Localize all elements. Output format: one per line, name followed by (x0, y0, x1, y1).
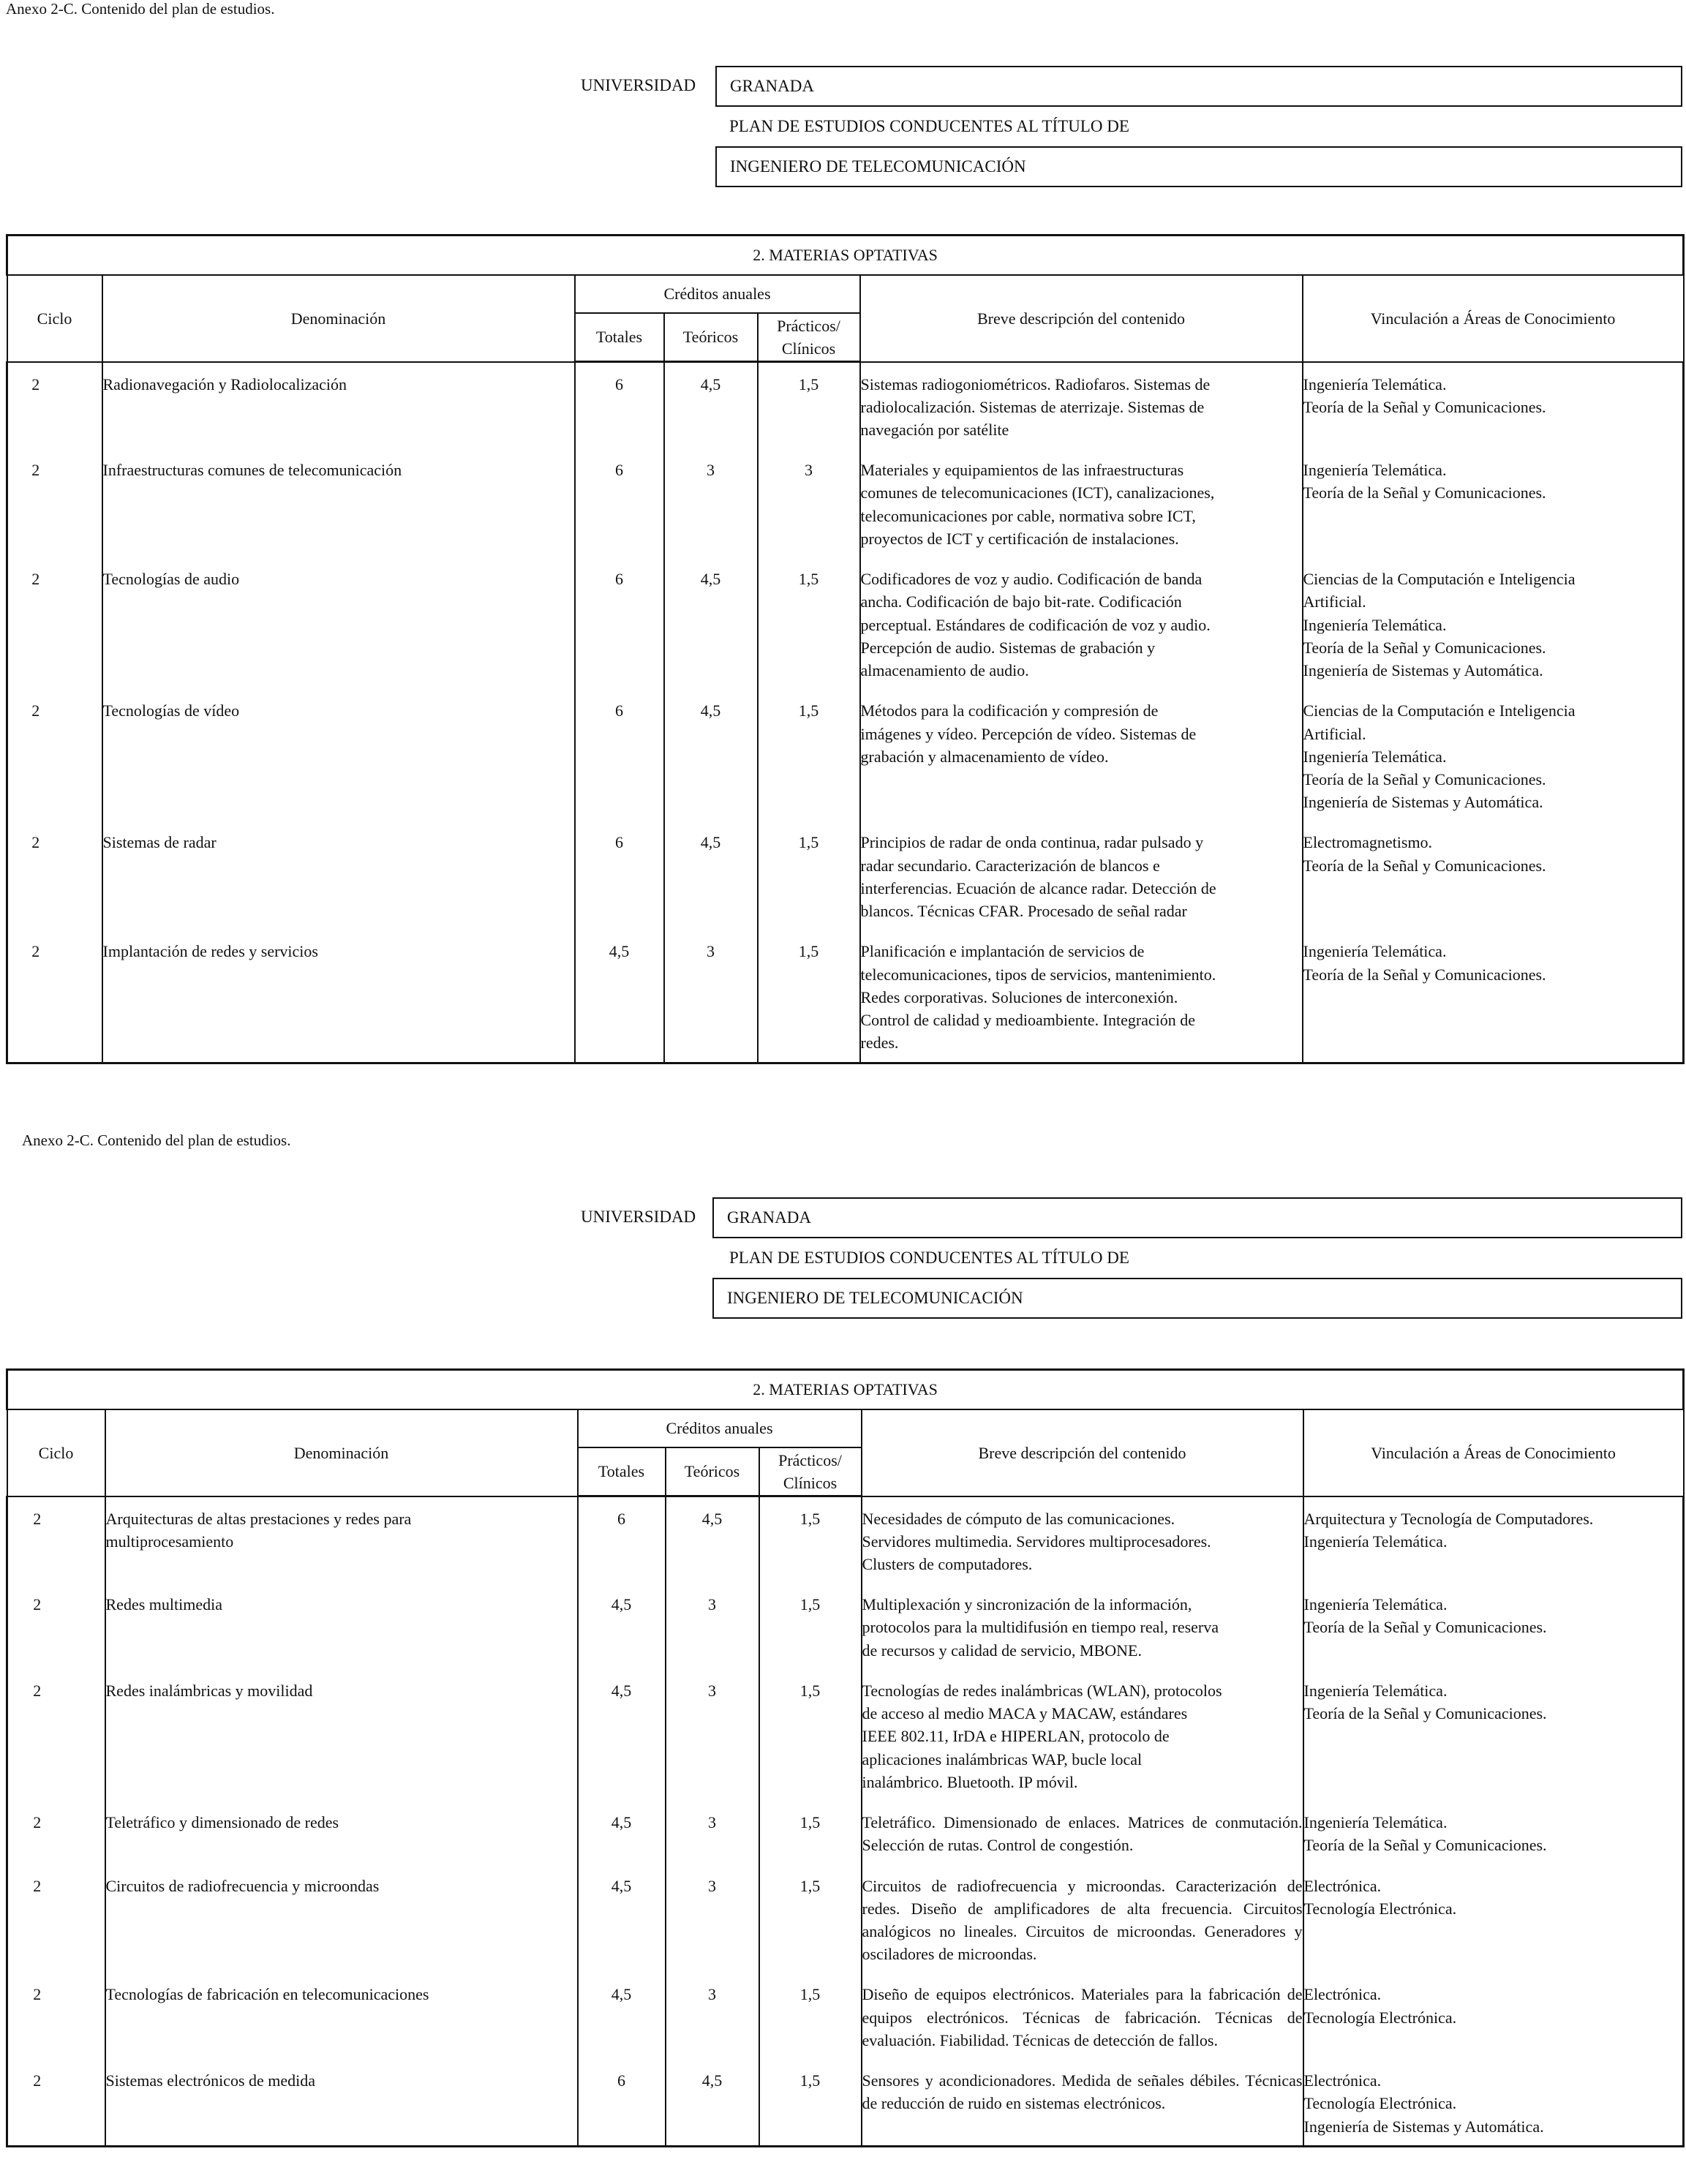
descripcion-line: Codificadores de voz y audio. Codificación de banda (860, 570, 1203, 589)
vinculacion-line: Electrónica. (1303, 2071, 1382, 2090)
vinculacion-line: Teoría de la Señal y Comunicaciones. (1303, 1704, 1547, 1723)
table-row (7, 557, 1684, 689)
totales-cell: 4,5 (578, 1583, 666, 1669)
descripcion-line: Materiales y equipamientos de las infraestructuras (860, 461, 1184, 480)
descripcion-line: navegación por satélite (860, 420, 1009, 439)
totales-cell: 6 (578, 2059, 666, 2146)
vinculacion-line: Ingeniería Telemática. (1303, 1813, 1448, 1832)
vinculacion-line: Electrónica. (1303, 1876, 1382, 1895)
vinculacion-line: Ingeniería Telemática. (1303, 615, 1447, 634)
denominacion-line: Sistemas de radar (102, 833, 217, 852)
descripcion-cell (860, 557, 1303, 689)
ciclo-cell: 2 (7, 1801, 105, 1864)
teoricos-cell: 3 (666, 1973, 759, 2059)
descripcion-line: imágenes y vídeo. Percepción de vídeo. Sistemas de (860, 724, 1197, 743)
header-vinculacion: Vinculación a Áreas de Conocimiento (1303, 1409, 1684, 1496)
denominacion-line: Teletráfico y dimensionado de redes (105, 1813, 339, 1832)
vinculacion-cell (1303, 1801, 1684, 1864)
totales-cell: 6 (575, 448, 664, 557)
plan-label: PLAN DE ESTUDIOS CONDUCENTES AL TÍTULO DE (729, 117, 1129, 135)
table-row (7, 2059, 1684, 2146)
teoricos-cell: 3 (664, 448, 758, 557)
table-row (7, 1669, 1684, 1801)
vinculacion-cell (1303, 1496, 1684, 1584)
teoricos-cell: 3 (664, 930, 758, 1063)
vinculacion-line: Ingeniería Telemática. (1303, 1595, 1448, 1614)
practicos-cell: 1,5 (758, 689, 860, 821)
teoricos-cell: 4,5 (664, 362, 758, 449)
descripcion-cell (862, 1496, 1303, 1584)
totales-cell: 6 (575, 362, 664, 449)
table-row (7, 1801, 1684, 1864)
annex-title: Anexo 2-C. Contenido del plan de estudios. (22, 1131, 291, 1149)
vinculacion-line: Ciencias de la Computación e Inteligencia (1303, 570, 1576, 589)
table-row (7, 448, 1684, 557)
totales-cell: 6 (575, 689, 664, 821)
denominacion-cell (102, 689, 575, 821)
universidad-value: GRANADA (727, 1208, 811, 1227)
teoricos-cell: 4,5 (664, 689, 758, 821)
denominacion-cell (102, 448, 575, 557)
practicos-cell: 1,5 (758, 557, 860, 689)
descripcion-line: proyectos de ICT y certificación de instalaciones. (860, 529, 1179, 548)
descripcion-line: Control de calidad y medioambiente. Integración de (860, 1011, 1196, 1030)
descripcion-cell (862, 1973, 1303, 2059)
vinculacion-cell (1303, 1864, 1684, 1973)
denominacion-line: Circuitos de radiofrecuencia y microondas (105, 1876, 380, 1895)
teoricos-cell: 4,5 (666, 1496, 759, 1584)
descripcion-line: Necesidades de cómputo de las comunicaciones. (862, 1509, 1175, 1528)
vinculacion-line: Artificial. (1303, 724, 1366, 743)
descripcion-cell (862, 1801, 1303, 1864)
denominacion-line: Radionavegación y Radiolocalización (102, 374, 347, 394)
descripcion-line: aplicaciones inalámbricas WAP, bucle local (862, 1750, 1143, 1769)
descripcion-cell (860, 930, 1303, 1063)
descripcion-line: redes. (860, 1033, 899, 1053)
ciclo-cell: 2 (7, 1973, 105, 2059)
vinculacion-line: Ingeniería Telemática. (1303, 374, 1447, 394)
denominacion-cell (105, 1583, 578, 1669)
table-row (7, 362, 1684, 449)
vinculacion-line: Arquitectura y Tecnología de Computadores. (1303, 1509, 1594, 1528)
totales-cell: 4,5 (578, 1669, 666, 1801)
titulo-value: INGENIERO DE TELECOMUNICACIÓN (727, 1289, 1023, 1307)
descripcion-line: Multiplexación y sincronización de la información, (862, 1595, 1192, 1614)
universidad-field (715, 66, 1682, 107)
vinculacion-cell (1303, 2059, 1684, 2146)
teoricos-cell: 3 (666, 1669, 759, 1801)
ciclo-cell: 2 (7, 689, 102, 821)
vinculacion-line: Teoría de la Señal y Comunicaciones. (1303, 397, 1546, 416)
practicos-cell: 1,5 (759, 1973, 862, 2059)
descripcion-line: ancha. Codificación de bajo bit-rate. Codificación (860, 592, 1182, 611)
descripcion-line: Principios de radar de onda continua, radar pulsado y (860, 833, 1204, 852)
descripcion-line: grabación y almacenamiento de vídeo. (860, 747, 1109, 766)
totales-cell: 4,5 (578, 1864, 666, 1973)
materias-optativas-table (6, 234, 1685, 1064)
teoricos-cell: 4,5 (664, 557, 758, 689)
header-practicos (758, 313, 860, 362)
denominacion-line: Tecnologías de audio (102, 570, 240, 589)
vinculacion-line: Electromagnetismo. (1303, 833, 1433, 852)
header-practicos-line2: Clínicos (781, 339, 836, 358)
descripcion-cell (860, 821, 1303, 930)
ciclo-cell: 2 (7, 1583, 105, 1669)
denominacion-cell (102, 821, 575, 930)
universidad-field (712, 1197, 1682, 1238)
table-body (7, 362, 1684, 1063)
ciclo-cell: 2 (7, 362, 102, 449)
vinculacion-line: Ingeniería Telemática. (1303, 461, 1447, 480)
descripcion-line: Tecnologías de redes inalámbricas (WLAN), protocolos (862, 1681, 1222, 1700)
descripcion-line: IEEE 802.11, IrDA e HIPERLAN, protocolo de (862, 1727, 1170, 1746)
table-row (7, 1496, 1684, 1584)
table-row (7, 1973, 1684, 2059)
vinculacion-line: Ingeniería Telemática. (1303, 1532, 1448, 1551)
section-title: 2. MATERIAS OPTATIVAS (7, 236, 1684, 276)
vinculacion-line: Tecnología Electrónica. (1303, 2094, 1457, 2113)
vinculacion-line: Ingeniería de Sistemas y Automática. (1303, 2117, 1544, 2136)
descripcion-line: comunes de telecomunicaciones (ICT), canalizaciones, (860, 483, 1215, 502)
header-creditos: Créditos anuales (578, 1409, 862, 1447)
header-vinculacion: Vinculación a Áreas de Conocimiento (1303, 275, 1684, 362)
header-practicos-line1: Prácticos/ (777, 316, 840, 335)
teoricos-cell: 3 (666, 1801, 759, 1864)
plan-label: PLAN DE ESTUDIOS CONDUCENTES AL TÍTULO DE (729, 1249, 1129, 1267)
header-practicos (759, 1447, 862, 1496)
teoricos-cell: 3 (666, 1864, 759, 1973)
descripcion-line: Percepción de audio. Sistemas de grabación y (860, 638, 1156, 657)
denominacion-line: Implantación de redes y servicios (102, 942, 318, 961)
descripcion-line: perceptual. Estándares de codificación de voz y audio. (860, 615, 1211, 634)
header-denominacion: Denominación (105, 1409, 578, 1496)
vinculacion-line: Teoría de la Señal y Comunicaciones. (1303, 1618, 1547, 1637)
annex-title: Anexo 2-C. Contenido del plan de estudios. (6, 0, 275, 18)
denominacion-line: Tecnologías de fabricación en telecomunicaciones (105, 1985, 429, 2004)
denominacion-cell (105, 1973, 578, 2059)
practicos-cell: 1,5 (759, 2059, 862, 2146)
titulo-field (712, 1278, 1682, 1319)
teoricos-cell: 4,5 (664, 821, 758, 930)
teoricos-cell: 4,5 (666, 2059, 759, 2146)
descripcion-line: telecomunicaciones por cable, normativa sobre ICT, (860, 506, 1196, 525)
denominacion-cell (105, 1864, 578, 1973)
vinculacion-line: Ingeniería Telemática. (1303, 1681, 1448, 1700)
descripcion-line: Teletráfico. Dimensionado de enlaces. Matrices de conmutación. Selección de rutas. Control de congestión. (862, 1813, 1303, 1855)
table-body (7, 1496, 1684, 2147)
vinculacion-cell (1303, 1583, 1684, 1669)
vinculacion-cell (1303, 362, 1684, 449)
denominacion-cell (105, 2059, 578, 2146)
descripcion-cell (862, 1669, 1303, 1801)
ciclo-cell: 2 (7, 1864, 105, 1973)
denominacion-line: Redes multimedia (105, 1595, 222, 1614)
descripcion-line: Redes corporativas. Soluciones de interconexión. (860, 987, 1178, 1006)
header-creditos: Créditos anuales (575, 275, 860, 313)
ciclo-cell: 2 (7, 1496, 105, 1584)
table-row (7, 1583, 1684, 1669)
descripcion-line: Diseño de equipos electrónicos. Materiales para la fabricación de equipos electrónicos. Técnicas de fabricación. Técnicas de evaluación. Fiabilidad. Técnicas de detección de fallos. (862, 1985, 1303, 2049)
descripcion-cell (862, 1583, 1303, 1669)
ciclo-cell: 2 (7, 2059, 105, 2146)
denominacion-line: multiprocesamiento (105, 1532, 234, 1551)
descripcion-cell (862, 1864, 1303, 1973)
ciclo-cell: 2 (7, 821, 102, 930)
universidad-label: UNIVERSIDAD (581, 76, 696, 94)
descripcion-line: Sistemas radiogoniométricos. Radiofaros. Sistemas de (860, 374, 1211, 394)
totales-cell: 6 (575, 821, 664, 930)
vinculacion-line: Artificial. (1303, 592, 1366, 611)
vinculacion-cell (1303, 689, 1684, 821)
vinculacion-line: Tecnología Electrónica. (1303, 1899, 1457, 1918)
vinculacion-line: Teoría de la Señal y Comunicaciones. (1303, 856, 1546, 875)
materias-optativas-table (6, 1368, 1685, 2147)
practicos-cell: 1,5 (759, 1583, 862, 1669)
descripcion-line: blancos. Técnicas CFAR. Procesado de señal radar (860, 902, 1187, 921)
vinculacion-line: Ciencias de la Computación e Inteligencia (1303, 701, 1576, 720)
vinculacion-cell (1303, 557, 1684, 689)
totales-cell: 4,5 (578, 1801, 666, 1864)
descripcion-cell (862, 2059, 1303, 2146)
header-practicos-line1: Prácticos/ (778, 1450, 842, 1469)
vinculacion-line: Tecnología Electrónica. (1303, 2008, 1457, 2027)
header-descripcion: Breve descripción del contenido (862, 1409, 1303, 1496)
header-practicos-line2: Clínicos (783, 1474, 838, 1492)
denominacion-line: Arquitecturas de altas prestaciones y redes para (105, 1509, 412, 1528)
vinculacion-cell (1303, 1973, 1684, 2059)
vinculacion-line: Teoría de la Señal y Comunicaciones. (1303, 965, 1546, 984)
practicos-cell: 1,5 (759, 1496, 862, 1584)
table-row (7, 1864, 1684, 1973)
ciclo-cell: 2 (7, 448, 102, 557)
practicos-cell: 3 (758, 448, 860, 557)
table-row (7, 821, 1684, 930)
totales-cell: 4,5 (578, 1973, 666, 2059)
denominacion-cell (102, 930, 575, 1063)
table-row (7, 930, 1684, 1063)
totales-cell: 4,5 (575, 930, 664, 1063)
practicos-cell: 1,5 (758, 362, 860, 449)
descripcion-line: protocolos para la multidifusión en tiempo real, reserva (862, 1618, 1219, 1637)
header-ciclo: Ciclo (7, 1409, 105, 1496)
descripcion-line: Sensores y acondicionadores. Medida de señales débiles. Técnicas de reducción de ruido en sistemas electrónicos. (862, 2071, 1303, 2113)
ciclo-cell: 2 (7, 1669, 105, 1801)
practicos-cell: 1,5 (759, 1669, 862, 1801)
vinculacion-line: Ingeniería Telemática. (1303, 747, 1447, 766)
practicos-cell: 1,5 (759, 1801, 862, 1864)
header-denominacion: Denominación (102, 275, 575, 362)
practicos-cell: 1,5 (758, 821, 860, 930)
denominacion-line: Sistemas electrónicos de medida (105, 2071, 316, 2090)
denominacion-cell (102, 362, 575, 449)
denominacion-cell (102, 557, 575, 689)
descripcion-line: telecomunicaciones, tipos de servicios, mantenimiento. (860, 965, 1216, 984)
descripcion-line: de recursos y calidad de servicio, MBONE. (862, 1641, 1142, 1660)
practicos-cell: 1,5 (758, 930, 860, 1063)
header-descripcion: Breve descripción del contenido (860, 275, 1303, 362)
teoricos-cell: 3 (666, 1583, 759, 1669)
descripcion-cell (860, 448, 1303, 557)
vinculacion-line: Teoría de la Señal y Comunicaciones. (1303, 770, 1546, 789)
denominacion-line: Infraestructuras comunes de telecomunicación (102, 461, 402, 480)
vinculacion-line: Electrónica. (1303, 1985, 1382, 2004)
descripcion-line: Planificación e implantación de servicios de (860, 942, 1145, 961)
ciclo-cell: 2 (7, 930, 102, 1063)
vinculacion-line: Ingeniería Telemática. (1303, 942, 1447, 961)
totales-cell: 6 (575, 557, 664, 689)
totales-cell: 6 (578, 1496, 666, 1584)
descripcion-line: de acceso al medio MACA y MACAW, estándares (862, 1704, 1188, 1723)
ciclo-cell: 2 (7, 557, 102, 689)
table-row (7, 689, 1684, 821)
vinculacion-cell (1303, 930, 1684, 1063)
descripcion-line: Métodos para la codificación y compresión de (860, 701, 1159, 720)
denominacion-cell (105, 1801, 578, 1864)
vinculacion-cell (1303, 821, 1684, 930)
descripcion-line: Servidores multimedia. Servidores multiprocesadores. (862, 1532, 1211, 1551)
universidad-label: UNIVERSIDAD (581, 1208, 696, 1226)
vinculacion-line: Ingeniería de Sistemas y Automática. (1303, 661, 1543, 680)
denominacion-cell (105, 1496, 578, 1584)
header-ciclo: Ciclo (7, 275, 102, 362)
descripcion-cell (860, 689, 1303, 821)
vinculacion-line: Ingeniería de Sistemas y Automática. (1303, 793, 1543, 812)
vinculacion-line: Teoría de la Señal y Comunicaciones. (1303, 483, 1546, 502)
descripcion-line: inalámbrico. Bluetooth. IP móvil. (862, 1772, 1078, 1791)
titulo-value: INGENIERO DE TELECOMUNICACIÓN (730, 157, 1026, 176)
practicos-cell: 1,5 (759, 1864, 862, 1973)
header-totales: Totales (575, 313, 664, 362)
titulo-field (715, 146, 1682, 187)
vinculacion-line: Teoría de la Señal y Comunicaciones. (1303, 638, 1546, 657)
descripcion-line: Clusters de computadores. (862, 1554, 1033, 1573)
descripcion-line: interferencias. Ecuación de alcance radar. Detección de (860, 878, 1216, 897)
descripcion-line: almacenamiento de audio. (860, 661, 1029, 680)
universidad-value: GRANADA (730, 77, 814, 95)
denominacion-line: Tecnologías de vídeo (102, 701, 240, 720)
denominacion-cell (105, 1669, 578, 1801)
vinculacion-cell (1303, 448, 1684, 557)
header-teoricos: Teóricos (666, 1447, 759, 1496)
header-teoricos: Teóricos (664, 313, 758, 362)
descripcion-line: radiolocalización. Sistemas de aterrizaje. Sistemas de (860, 397, 1205, 416)
vinculacion-line: Teoría de la Señal y Comunicaciones. (1303, 1836, 1547, 1855)
header-totales: Totales (578, 1447, 666, 1496)
denominacion-line: Redes inalámbricas y movilidad (105, 1681, 313, 1700)
descripcion-cell (860, 362, 1303, 449)
descripcion-line: Circuitos de radiofrecuencia y microondas. Caracterización de redes. Diseño de amplificadores de alta frecuencia. Circuitos analógicos no lineales. Circuitos de microondas. Generadores y osciladores de microondas. (862, 1876, 1303, 1964)
vinculacion-cell (1303, 1669, 1684, 1801)
descripcion-line: radar secundario. Caracterización de blancos e (860, 856, 1160, 875)
section-title: 2. MATERIAS OPTATIVAS (7, 1370, 1684, 1410)
